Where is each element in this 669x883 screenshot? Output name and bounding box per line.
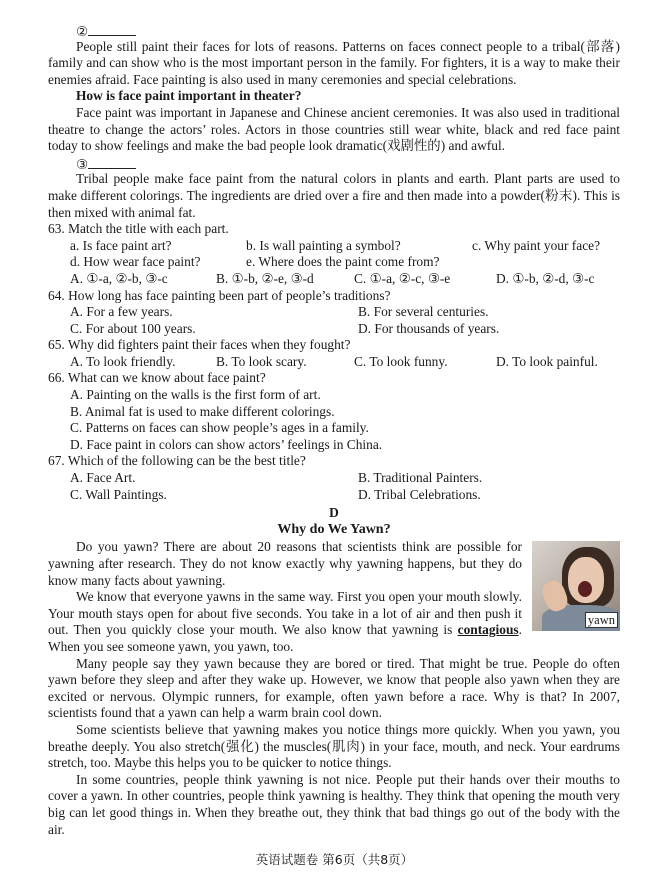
title-option-e: e. Where does the paint come from? [246, 254, 440, 270]
option-c: C. To look funny. [354, 353, 448, 369]
question-64-options-row1 [48, 304, 620, 321]
page-footer: 英语试题卷 第6页（共8页） [255, 852, 414, 867]
option-b: B. To look scary. [216, 353, 307, 369]
title-option-a: a. Is face paint art? [70, 237, 172, 253]
question-64-stem: 64. How long has face painting been part of people’s traditions? [48, 287, 391, 303]
keyword-contagious: contagious [457, 622, 519, 638]
blank-3-line [88, 155, 136, 169]
option-d: D. Tribal Celebrations. [358, 486, 481, 502]
option-d: D. For thousands of years. [358, 320, 500, 336]
exam-page [48, 22, 620, 838]
option-c: C. Wall Paintings. [70, 486, 167, 502]
title-option-b: b. Is wall painting a symbol? [246, 237, 401, 253]
title-option-d: d. How wear face paint? [70, 254, 201, 270]
option-a: A. Face Art. [70, 470, 136, 486]
question-66 [48, 370, 620, 453]
option-a: A. For a few years. [70, 304, 173, 320]
option-c: C. For about 100 years. [70, 320, 196, 336]
blank-2 [48, 22, 620, 39]
question-67 [48, 453, 620, 503]
heading-theater: How is face paint important in theater? [76, 88, 302, 104]
question-63-options [48, 271, 620, 288]
option-a: A. Painting on the walls is the first form of art. [70, 387, 321, 403]
yawn-photo-label: yawn [585, 612, 618, 628]
question-67-options-row2 [48, 487, 620, 504]
question-63 [48, 221, 620, 287]
option-d: D. To look painful. [496, 353, 598, 369]
option-d: D. Face paint in colors can show actors’ feelings in China. [70, 436, 383, 452]
paragraph-d5: In some countries, people think yawning is not nice. People put their hands over their mouths to cover a yawn. In other countries, people think yawning is healthy. They think that opening the mouth very big can let good things in. When they breathe out, they think that bad things go out of the body with the air. [48, 771, 620, 837]
option-a: A. ①-a, ②-b, ③-c [70, 270, 168, 286]
option-b: B. Animal fat is used to make different colorings. [70, 403, 335, 419]
option-b: B. Traditional Painters. [358, 470, 483, 486]
question-63-titles-row2 [48, 254, 620, 271]
question-63-stem: 63. Match the title with each part. [48, 221, 229, 237]
section-letter-d: D [329, 505, 339, 521]
paragraph-d2-text: We know that everyone yawns in the same way. First you open your mouth slowly. Your mouth stays open for about five seconds. You take in a lot of air and then push it out. Then you quickly close your mouth. We also know that yawning is [48, 589, 522, 638]
paragraph-tribal: Tribal people make face paint from the natural colors in plants and earth. Plant parts are used to make different colorings. The ingredients are dried over a fire and then made into a powder(粉末). This is then mixed with animal fat. [48, 171, 620, 220]
question-63-titles-row1 [48, 238, 620, 255]
blank-2-line [88, 22, 136, 36]
question-65 [48, 337, 620, 370]
question-67-stem: 67. Which of the following can be the best title? [48, 453, 306, 469]
blank-3-number: ③ [76, 156, 89, 172]
paragraph-reasons: People still paint their faces for lots of reasons. Patterns on faces connect people to a tribal(部落) family and can show who is the most important person in the family. For fighters, it is a way to make their enemies afraid. Face painting is also used in many ceremonies and special celebrations. [48, 38, 620, 87]
blank-3 [48, 155, 620, 172]
option-a: A. To look friendly. [70, 353, 176, 369]
option-d: D. ①-b, ②-d, ③-c [496, 270, 595, 286]
question-64 [48, 288, 620, 338]
option-b: B. ①-b, ②-e, ③-d [216, 270, 314, 286]
question-64-options-row2 [48, 321, 620, 338]
passage-title: Why do We Yawn? [277, 521, 391, 537]
question-65-stem: 65. Why did fighters paint their faces when they fought? [48, 337, 351, 353]
blank-2-number: ② [76, 24, 89, 39]
question-65-options [48, 354, 620, 371]
paragraph-d2-end: . When you see someone yawn, you yawn, too. [48, 622, 522, 654]
option-b: B. For several centuries. [358, 304, 489, 320]
question-67-options-row1 [48, 470, 620, 487]
title-option-c: c. Why paint your face? [472, 237, 601, 253]
option-c: C. Patterns on faces can show people’s ages in a family. [70, 420, 369, 436]
paragraph-theater: Face paint was important in Japanese and Chinese ancient ceremonies. It was also used in traditional theatre to change the actors’ roles. Actors in those countries still wear white, black and red face paint today to show feelings and make the bad people look dramatic(戏剧性的) and awful. [48, 104, 620, 154]
paragraph-d4: Some scientists believe that yawning makes you notice things more quickly. When you yawn, you breathe deeply. You also stretch(强化) the muscles(肌肉) in your face, mouth, and neck. Your eardrums stretch, too. Maybe this helps you to be quicker to notice things. [48, 721, 620, 771]
paragraph-d1: Do you yawn? There are about 20 reasons that scientists think are possible for yawning after research. They do not know exactly why yawning happens, but they do know many facts about yawning. [48, 539, 522, 588]
paragraph-d3: Many people say they yawn because they are bored or tired. That might be true. People do often yawn before they sleep and after they wake up. However, we know that people also yawn when they are excited or nervous. Olympic runners, for example, often yawn before a race. Why is that? In 2007, scientists found that a yawn can help a warm brain cool down. [48, 655, 620, 721]
yawn-photo [532, 541, 620, 631]
question-66-stem: 66. What can we know about face paint? [48, 370, 266, 386]
option-c: C. ①-a, ②-c, ③-e [354, 270, 451, 286]
